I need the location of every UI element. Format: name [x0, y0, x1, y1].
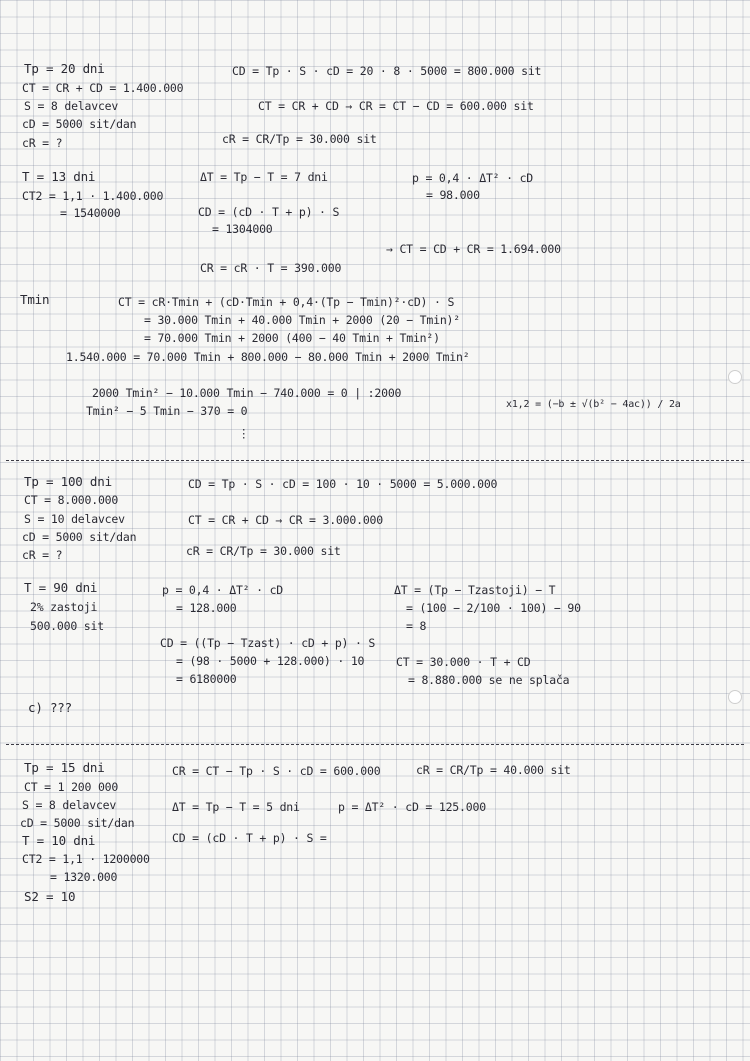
text-line: c) ??? [28, 700, 72, 715]
text-line: CD = (cD · T + p) · S = [172, 831, 327, 845]
text-line: cR = ? [22, 136, 63, 150]
text-line: Tp = 20 dni [24, 61, 105, 76]
text-line: CD = Tp · S · cD = 20 · 8 · 5000 = 800.000 sit [232, 64, 542, 78]
text-line: Tmin² − 5 Tmin − 370 = 0 [86, 404, 248, 418]
text-line: CT = 30.000 · T + CD [396, 655, 531, 669]
text-line: = 6180000 [176, 672, 237, 686]
text-line: CT2 = 1,1 · 1.400.000 [22, 189, 164, 203]
text-line: = 70.000 Tmin + 2000 (400 − 40 Tmin + Tmin²) [144, 331, 440, 345]
text-line: CR = CT − Tp · S · cD = 600.000 [172, 764, 381, 778]
text-line: S = 10 delavcev [24, 512, 125, 526]
text-line: CR = cR · T = 390.000 [200, 261, 342, 275]
text-line: = 8 [406, 619, 427, 633]
text-line: cR = CR/Tp = 30.000 sit [222, 132, 377, 146]
text-line: ⋮ [238, 426, 250, 440]
text-line: p = ΔT² · cD = 125.000 [338, 800, 486, 814]
text-line: cR = ? [22, 548, 63, 562]
binder-hole [728, 690, 742, 704]
text-line: cD = 5000 sit/dan [22, 530, 137, 544]
text-line: CD = ((Tp − Tzast) · cD + p) · S [160, 636, 376, 650]
text-line: CT = cR·Tmin + (cD·Tmin + 0,4·(Tp − Tmin)²·cD) · S [118, 295, 455, 309]
text-line: = 30.000 Tmin + 40.000 Tmin + 2000 (20 − Tmin)² [144, 313, 461, 327]
text-line: CT = 8.000.000 [24, 493, 119, 507]
text-line: = (100 − 2/100 · 100) − 90 [406, 601, 581, 615]
text-line: CT = 1 200 000 [24, 780, 119, 794]
text-line: ΔT = Tp − T = 7 dni [200, 170, 328, 184]
text-line: S2 = 10 [24, 889, 76, 904]
text-line: cD = 5000 sit/dan [20, 816, 135, 830]
section-divider [6, 744, 744, 745]
text-line: → CT = CD + CR = 1.694.000 [386, 242, 561, 256]
text-line: CT = CR + CD → CR = CT − CD = 600.000 sit [258, 99, 534, 113]
text-line: cR = CR/Tp = 30.000 sit [186, 544, 341, 558]
text-line: 2000 Tmin² − 10.000 Tmin − 740.000 = 0 | :2000 [92, 386, 402, 400]
text-line: p = 0,4 · ΔT² · cD [412, 171, 534, 185]
text-line: Tmin [20, 292, 50, 307]
text-line: 2% zastoji [30, 600, 98, 614]
text-line: T = 10 dni [22, 833, 96, 848]
text-line: = 8.880.000 se ne splača [408, 673, 570, 687]
text-line: = 128.000 [176, 601, 237, 615]
text-line: CD = Tp · S · cD = 100 · 10 · 5000 = 5.000.000 [188, 477, 498, 491]
text-line: CT2 = 1,1 · 1200000 [22, 852, 150, 866]
text-line: ΔT = (Tp − Tzastoji) − T [394, 583, 556, 597]
text-line: 500.000 sit [30, 619, 104, 633]
text-line: T = 13 dni [22, 169, 96, 184]
text-line: CT = CR + CD → CR = 3.000.000 [188, 513, 383, 527]
text-line: Tp = 15 dni [24, 760, 105, 775]
text-line: = 1540000 [60, 206, 121, 220]
section-divider [6, 460, 744, 461]
text-line: cR = CR/Tp = 40.000 sit [416, 763, 571, 777]
text-line: T = 90 dni [24, 580, 98, 595]
text-line: = (98 · 5000 + 128.000) · 10 [176, 654, 365, 668]
text-line: S = 8 delavcev [22, 798, 117, 812]
text-line: cD = 5000 sit/dan [22, 117, 137, 131]
text-line: CD = (cD · T + p) · S [198, 205, 340, 219]
text-line: = 1320.000 [50, 870, 118, 884]
text-line: 1.540.000 = 70.000 Tmin + 800.000 − 80.000 Tmin + 2000 Tmin² [66, 350, 470, 364]
text-line: CT = CR + CD = 1.400.000 [22, 81, 184, 95]
binder-hole [728, 370, 742, 384]
text-line: Tp = 100 dni [24, 474, 112, 489]
text-line: S = 8 delavcev [24, 99, 119, 113]
text-line: x1,2 = (−b ± √(b² − 4ac)) / 2a [506, 399, 681, 410]
text-line: = 1304000 [212, 222, 273, 236]
text-line: p = 0,4 · ΔT² · cD [162, 583, 284, 597]
text-line: = 98.000 [426, 188, 480, 202]
text-line: ΔT = Tp − T = 5 dni [172, 800, 300, 814]
